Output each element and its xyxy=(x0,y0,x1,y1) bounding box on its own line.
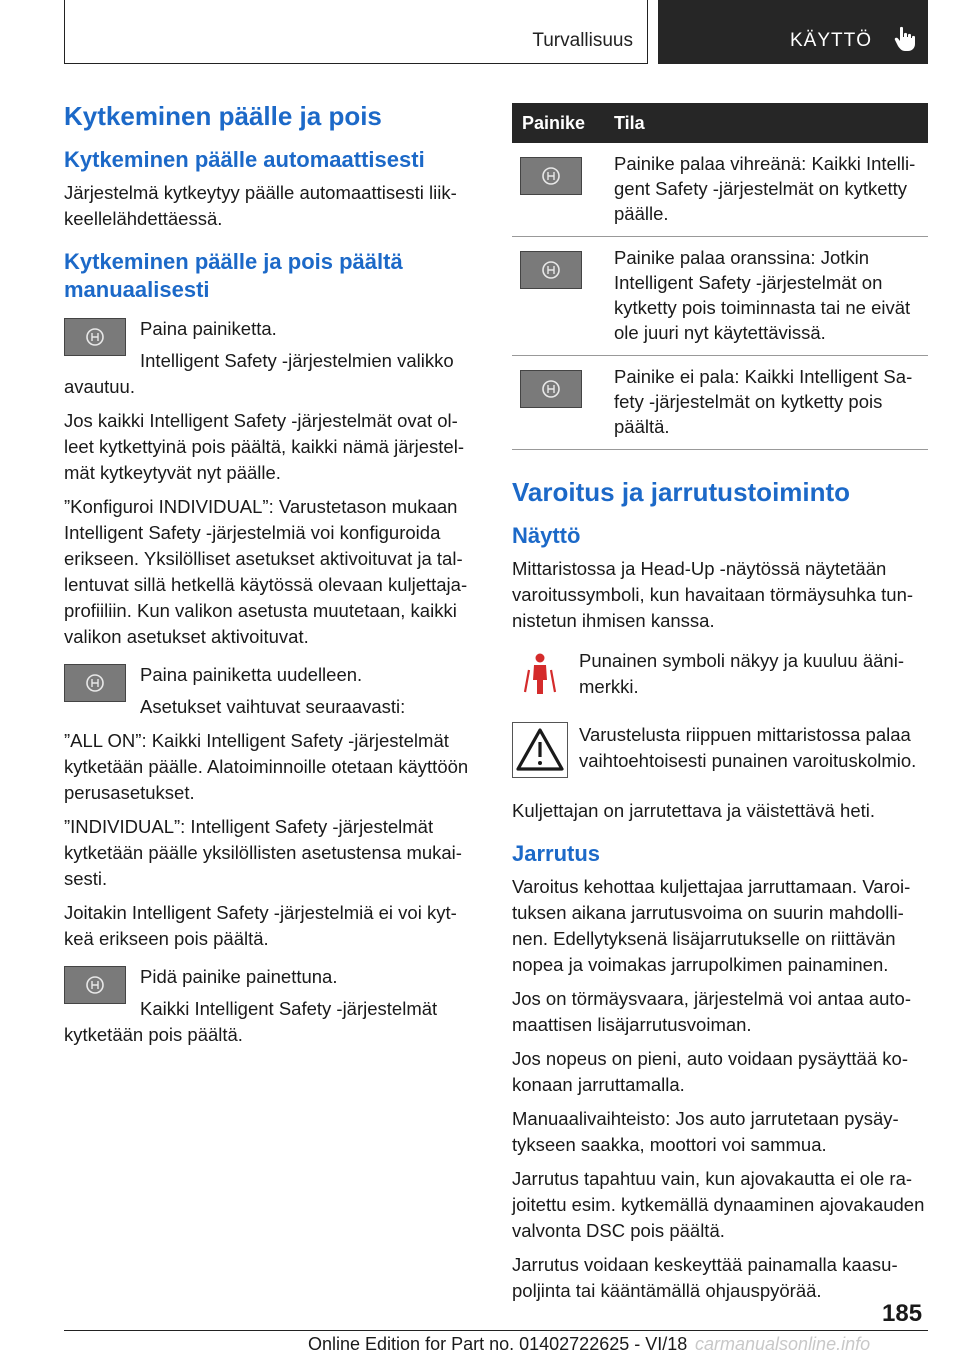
table-row xyxy=(512,237,928,356)
safety-button-icon xyxy=(85,327,105,347)
section-title-switching: Kytkeminen päälle ja pois xyxy=(64,101,382,131)
section-title-warning: Varoitus ja jarrutustoiminto xyxy=(512,477,851,507)
step3-result: Kaikki Intelligent Safety -järjestelmät kytketään pois päältä. xyxy=(64,998,438,1045)
safety-button-icon xyxy=(541,166,561,186)
table-header-button: Painike xyxy=(512,103,604,143)
safety-button-icon xyxy=(541,260,561,280)
heading-braking: Jarrutus xyxy=(512,841,601,866)
triangle-warning-row xyxy=(512,722,928,782)
text-all-off-then-on: Jos kaikki Intelligent Safety -järjestelmät ovat olleet kytkettyinä pois päältä, kaikki nämä järjestelmät kytkeytyvät nyt päälle. xyxy=(64,410,465,483)
right-column xyxy=(512,103,928,1312)
safety-button-image xyxy=(520,370,582,408)
safety-button-icon xyxy=(85,673,105,693)
text-braking-2: Jos on törmäysvaara, järjestelmä voi antaa automaattisen lisäjarrutusvoiman. xyxy=(512,988,911,1035)
text-all-on: ”ALL ON”: Kaikki Intelligent Safety -järjestelmät kytketään päälle. Alatoiminnoille otetaan käyttöön perusasetukset. xyxy=(64,730,469,803)
button-status-table xyxy=(512,103,928,450)
step1-action: Paina painiketta. xyxy=(140,318,277,339)
heading-manual: Kytkeminen päälle ja pois päältä manuaalisesti xyxy=(64,249,403,302)
heading-auto-on: Kytkeminen päälle automaattisesti xyxy=(64,147,425,172)
text-braking-1: Varoitus kehottaa kuljettajaa jarruttamaan. Varoituksen aikana jarrutusvoima on suurin mahdollinen. Edellytyksenä lisäjarrutukselle on riittävän nopea ja voimakas jarrupolkimen painaminen. xyxy=(512,876,911,975)
table-row xyxy=(512,143,928,237)
footer-edition: Online Edition for Part no. 01402722625 - VI/18 xyxy=(308,1334,688,1354)
table-cell-state: Painike palaa vihreänä: Kaikki Intelligent Safety -järjestelmät on kytketty päälle. xyxy=(604,143,928,237)
table-cell-state: Painike palaa oranssina: Jotkin Intelligent Safety -järjestelmät on kytketty pois toiminnasta tai ne eivät ole juuri nyt käytettävissä. xyxy=(604,237,928,356)
table-cell-state: Painike ei pala: Kaikki Intelligent Safety -järjestelmät on kytketty pois päältä. xyxy=(604,356,928,450)
text-some-cannot-off: Joitakin Intelligent Safety -järjestelmiä ei voi kytkeä erikseen pois päältä. xyxy=(64,902,457,949)
text-display: Mittaristossa ja Head-Up -näytössä näytetään varoitussymboli, kun havaitaan törmäysuhka tunnistetun ihmisen kanssa. xyxy=(512,558,914,631)
safety-button-image xyxy=(64,664,126,702)
safety-button-image xyxy=(64,318,126,356)
header-section-tab xyxy=(64,0,648,64)
text-braking-6: Jarrutus voidaan keskeyttää painamalla kaasupoljinta tai kääntämällä ohjauspyörää. xyxy=(512,1254,898,1301)
text-red-symbol: Punainen symboli näkyy ja kuuluu äänimerkki. xyxy=(579,650,904,697)
text-braking-5: Jarrutus tapahtuu vain, kun ajovakautta ei ole rajoitettu esim. kytkemällä dynaaminen ajovakauden valvonta DSC pois päältä. xyxy=(512,1168,925,1241)
step3-action: Pidä painike painettuna. xyxy=(140,966,338,987)
step-hold-button xyxy=(64,964,479,1048)
safety-button-image xyxy=(520,157,582,195)
heading-display: Näyttö xyxy=(512,523,581,548)
step-press-again xyxy=(64,662,479,720)
text-individual: ”INDIVIDUAL”: Intelligent Safety -järjestelmät kytketään päälle yksilöllisten asetustensa mukaisesti. xyxy=(64,816,462,889)
text-braking-4: Manuaalivaihteisto: Jos auto jarrutetaan pysäytykseen saakka, moottori voi sammua. xyxy=(512,1108,899,1155)
safety-button-icon xyxy=(85,975,105,995)
step1-result: Intelligent Safety -järjestelmien valikko avautuu. xyxy=(64,350,454,397)
header-section-title: Turvallisuus xyxy=(532,30,633,51)
header-chapter-tab xyxy=(658,0,928,64)
header-chapter-title: KÄYTTÖ xyxy=(790,30,873,51)
text-auto-on: Järjestelmä kytkeytyy päälle automaattisesti liikkeellelähdettäessä. xyxy=(64,182,457,229)
hand-pointer-icon xyxy=(894,26,916,52)
warning-triangle-icon xyxy=(512,722,568,778)
safety-button-image xyxy=(520,251,582,289)
pedestrian-warning-icon xyxy=(512,648,568,704)
step-press-button xyxy=(64,316,479,400)
safety-button-image xyxy=(64,966,126,1004)
step2-result: Asetukset vaihtuvat seuraavasti: xyxy=(140,696,406,717)
footer-divider xyxy=(64,1330,928,1331)
safety-button-icon xyxy=(541,379,561,399)
left-column xyxy=(64,100,479,1056)
step2-action: Paina painiketta uudelleen. xyxy=(140,664,363,685)
text-brake-swerve: Kuljettajan on jarrutettava ja väistettävä heti. xyxy=(512,800,876,821)
pedestrian-warning-row xyxy=(512,648,928,708)
text-red-triangle: Varustelusta riippuen mittaristossa palaa vaihtoehtoisesti punainen varoituskolmio. xyxy=(579,724,917,771)
table-row xyxy=(512,356,928,450)
table-header-state: Tila xyxy=(604,103,928,143)
watermark: carmanualsonline.info xyxy=(695,1334,871,1354)
page-number: 185 xyxy=(882,1300,923,1327)
text-braking-3: Jos nopeus on pieni, auto voidaan pysäyttää kokonaan jarruttamalla. xyxy=(512,1048,908,1095)
text-configure-individual: ”Konfiguroi INDIVIDUAL”: Varustetason mukaan Intelligent Safety -järjestelmiä voi konfiguroida erikseen. Yksilölliset asetukset aktivoituvat ja tallentuvat sillä hetkellä käytössä olevaan kuljettajaprofiiliin. Kun valikon asetusta muutetaan, kaikki valikon asetukset aktivoituvat. xyxy=(64,496,468,647)
